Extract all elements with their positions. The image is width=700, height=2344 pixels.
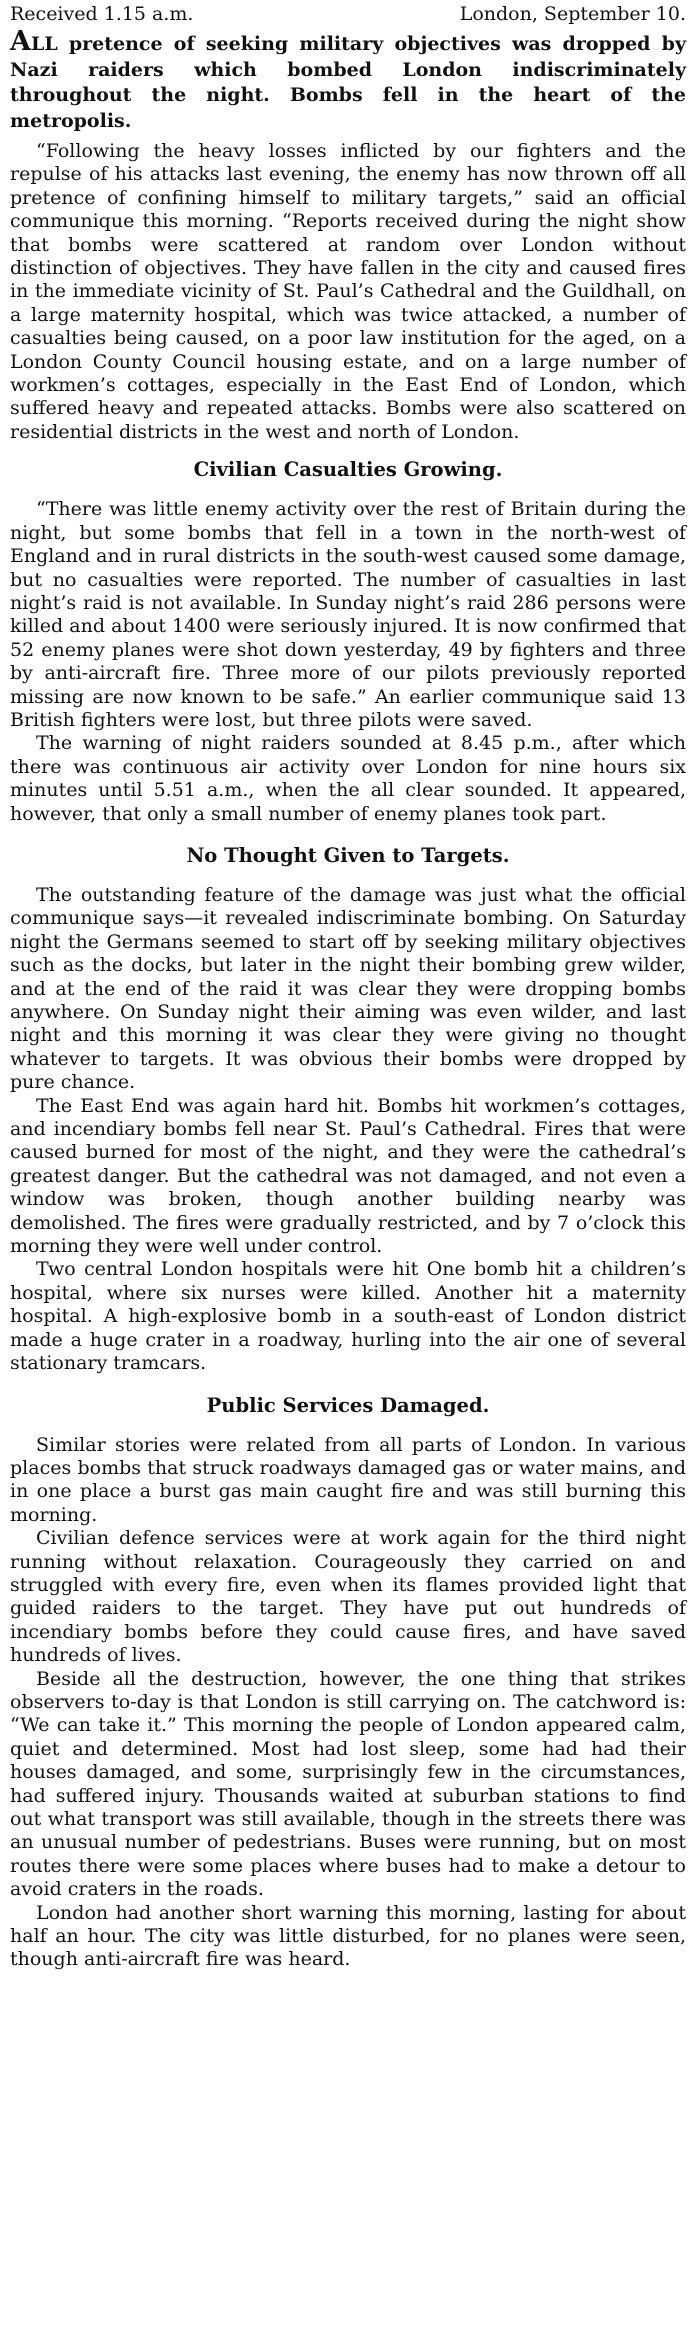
article-paragraph: The East End was again hard hit. Bombs hit workmen’s cottages, and incendiary bombs fell near St. Paul’s Cathedral. Fires that were caused burned for most of the night, and they were the cathedral’s greatest danger. But the cathedral was not damaged, and not even a window was broken, though another building nearby was demolished. The fires were gradually restricted, and by 7 o’clock this morning they were well under control.: [10, 1094, 686, 1258]
article-paragraph: London had another short warning this morning, lasting for about half an hour. The city was little disturbed, for no planes were seen, though anti-aircraft fire was heard.: [10, 1901, 686, 1971]
article-paragraph: Civilian defence services were at work again for the third night running without relaxation. Courageously they carried on and struggled with every fire, even when its flames provided light that guided raiders to the target. They have put out hundreds of incendiary bombs before they could cause fires, and have saved hundreds of lives.: [10, 1527, 686, 1667]
place-date: London, September 10.: [459, 3, 686, 25]
article-paragraph: “Following the heavy losses inflicted by our fighters and the repulse of his attacks last evening, the enemy has now thrown off all pretence of confining himself to military targets,” said an official communique this morning. “Reports received during the night show that bombs were scattered at random over London without distinction of objectives. They have fallen in the city and caused fires in the immediate vicinity of St. Paul’s Cathedral and the Guildhall, on a large maternity hospital, which was twice attacked, a number of casualties being caused, on a poor law institution for the aged, on a London County Council housing estate, and on a large number of workmen’s cottages, especially in the East End of London, which suffered heavy and repeated attacks. Bombs were also scattered on residential districts in the west and north of London.: [10, 140, 686, 443]
dateline-row: [10, 2, 686, 32]
drop-cap: A: [10, 26, 31, 57]
article-paragraph: The warning of night raiders sounded at 8.45 p.m., after which there was continuous air activity over London for nine hours six minutes until 5.51 a.m., when the all clear sounded. It appeared, however, that only a small number of enemy planes took part.: [10, 732, 686, 825]
lead-paragraph: [10, 26, 686, 134]
subheading: Public Services Damaged.: [206, 1393, 490, 1417]
article-paragraph: Two central London hospitals were hit One bomb hit a children’s hospital, where six nurses were killed. Another hit a maternity hospital. A high-explosive bomb in a south-east of London district made a huge crater in a roadway, hurling into the air one of several stationary tramcars.: [10, 1258, 686, 1375]
article-paragraph: Beside all the destruction, however, the one thing that strikes observers to-day is that London is still carrying on. The catchword is: “We can take it.” This morning the people of London appeared calm, quiet and determined. Most had lost sleep, some had had their houses damaged, and some, surprisingly few in the circumstances, had suffered injury. Thousands waited at suburban stations to find out what transport was still available, though in the streets there was an unusual number of pedestrians. Buses were running, but on most routes there were some places where buses had to make a detour to avoid craters in the roads.: [10, 1667, 686, 1901]
article-paragraph: “There was little enemy activity over the rest of Britain during the night, but some bombs that fell in a town in the north-west of England and in rural districts in the south-west caused some damage, but no casualties were reported. The number of casualties in last night’s raid is not available. In Sunday night’s raid 286 persons were killed and about 1400 were seriously injured. It is now confirmed that 52 enemy planes were shot down yesterday, 49 by fighters and three by anti-aircraft fire. Three more of our pilots previously reported missing are now known to be safe.” An earlier communique said 13 British fighters were lost, but three pilots were saved.: [10, 498, 686, 731]
article-paragraph: Similar stories were related from all parts of London. In various places bombs that struck roadways damaged gas or water mains, and in one place a burst gas main caught fire and was still burning this morning.: [10, 1433, 686, 1526]
subheading: Civilian Casualties Growing.: [193, 458, 503, 482]
lead-text: LL pretence of seeking military objectives was dropped by Nazi raiders which bombed London indiscriminately throughout the night. Bombs fell in the heart of the metropolis.: [10, 33, 686, 132]
subheading: No Thought Given to Targets.: [186, 843, 510, 867]
article-paragraph: The outstanding feature of the damage was just what the official communique says—it revealed indiscriminate bombing. On Saturday night the Germans seemed to start off by seeking military objectives such as the docks, but later in the night their bombing grew wilder, and at the end of the raid it was clear they were dropping bombs anywhere. On Sunday night their aiming was even wilder, and last night and this morning it was clear they were giving no thought whatever to targets. It was obvious their bombs were dropped by pure chance.: [10, 883, 686, 1094]
received-time: Received 1.15 a.m.: [10, 3, 194, 25]
